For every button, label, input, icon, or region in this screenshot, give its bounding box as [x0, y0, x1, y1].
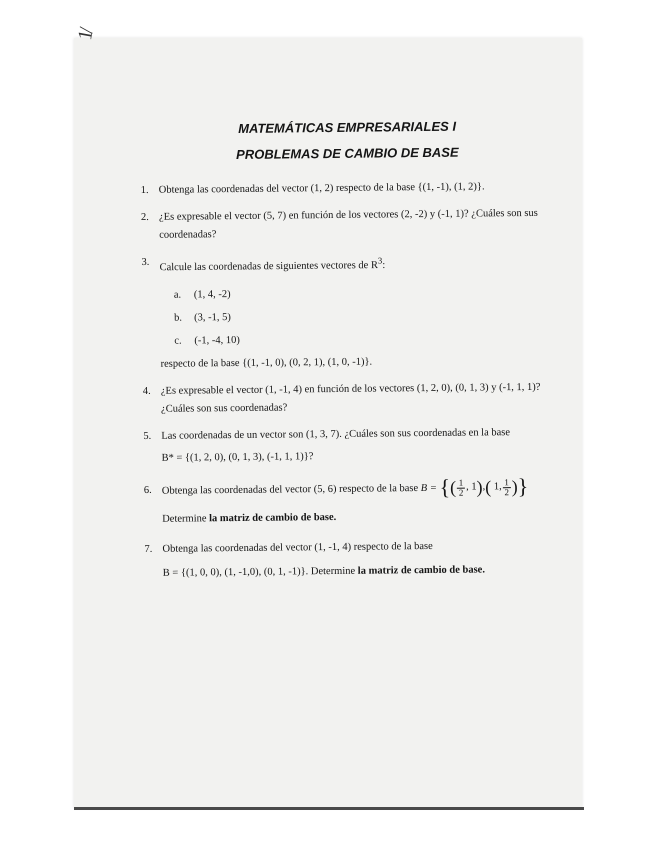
- subitem-label: c.: [174, 335, 182, 347]
- fraction-1: [457, 478, 465, 497]
- subitem-value: (-1, -4, 10): [194, 334, 240, 346]
- problem-number: 1.: [140, 184, 149, 196]
- brace-open: {: [439, 474, 451, 500]
- denominator: 2: [504, 486, 510, 497]
- problem-text: Obtenga las coordenadas del vector (1, -1, 4) respecto de la base: [162, 540, 433, 555]
- fraction-2: [503, 478, 511, 497]
- document-title: MATEMÁTICAS EMPRESARIALES I: [238, 118, 457, 136]
- basis-text: B = {(1, 0, 0), (1, -1,0), (0, 1, -1)}. Determine: [162, 565, 356, 579]
- problem-number: 4.: [142, 385, 151, 397]
- problem-5: [143, 423, 583, 468]
- problem-number: 7.: [144, 543, 153, 555]
- colon: :: [382, 259, 386, 271]
- followup-bold: la matriz de cambio de base.: [357, 563, 485, 577]
- basis-symbol: B =: [420, 482, 437, 494]
- paren-close: ): [476, 477, 483, 498]
- document-subtitle: PROBLEMAS DE CAMBIO DE BASE: [236, 144, 459, 162]
- problem-text: ¿Es expresable el vector (1, -1, 4) en función de los vectores (1, 2, 0), (0, 1, 3) y (-1, 1, 1)?: [160, 381, 541, 397]
- subitem-value: (1, 4, -2): [193, 288, 231, 300]
- problem-text-cont: coordenadas?: [159, 229, 217, 241]
- numerator: 1: [458, 477, 464, 488]
- subitem-b: [142, 305, 582, 328]
- subitem-label: a.: [173, 289, 182, 301]
- problem-number: 6.: [143, 484, 152, 496]
- problem-number: 5.: [143, 430, 152, 442]
- numerator: 1: [504, 476, 509, 487]
- handwritten-mark: 1/: [74, 28, 98, 42]
- problem-3-basis: respecto de la base {(1, -1, 0), (0, 2, 1), (1, 0, -1)}.: [160, 356, 373, 370]
- problem-number: 3.: [141, 256, 150, 268]
- problem-text: Obtenga las coordenadas del vector (5, 6) respecto de la base: [161, 482, 419, 497]
- superscript: 3: [377, 255, 383, 266]
- problem-text-cont: B* = {(1, 2, 0), (0, 1, 3), (-1, 1, 1)}?: [161, 450, 314, 464]
- problem-3: [141, 249, 581, 277]
- problem-4: [143, 378, 583, 419]
- subitem-a: [142, 282, 582, 305]
- brace-close: }: [517, 473, 529, 500]
- subitem-value: (3, -1, 5): [194, 311, 231, 323]
- problem-6-followup: [144, 506, 584, 529]
- subitem-label: b.: [174, 312, 183, 324]
- document-content: [140, 115, 585, 591]
- paren-open: (: [485, 477, 492, 498]
- denominator: 2: [458, 487, 464, 498]
- paren-open: (: [449, 477, 457, 498]
- problem-text: Las coordenadas de un vector son (1, 3, 7). ¿Cuáles son sus coordenadas en la base: [161, 426, 511, 442]
- paren-close: ): [511, 477, 518, 498]
- followup-text: Determine: [162, 512, 207, 525]
- problem-text: Calcule las coordenadas de siguientes vectores de R: [159, 260, 378, 274]
- problem-2: [141, 204, 581, 245]
- vector-rest: , 1: [466, 481, 477, 494]
- problem-text: ¿Es expresable el vector (5, 7) en función de los vectores (2, -2) y (-1, 1)? ¿Cuáles son sus: [158, 207, 538, 223]
- followup-bold: la matriz de cambio de base.: [209, 511, 337, 524]
- problem-text-cont: ¿Cuáles son sus coordenadas?: [160, 401, 288, 415]
- problem-text: Obtenga las coordenadas del vector (1, 2) respecto de la base {(1, -1), (1, 2)}.: [158, 181, 485, 196]
- vector-first: 1,: [493, 481, 502, 493]
- paper-bottom-edge: [74, 807, 584, 810]
- problem-1: [141, 177, 581, 200]
- problem-text-cont: [163, 560, 585, 582]
- basis-set: {( $\frac{1}{2}$ , 1),( 1, $\frac{1}{2}$ )}: [439, 473, 529, 500]
- problem-6: [143, 473, 584, 501]
- problem-number: 2.: [140, 211, 149, 223]
- subitem-c: [142, 328, 582, 351]
- problem-7: [144, 536, 584, 583]
